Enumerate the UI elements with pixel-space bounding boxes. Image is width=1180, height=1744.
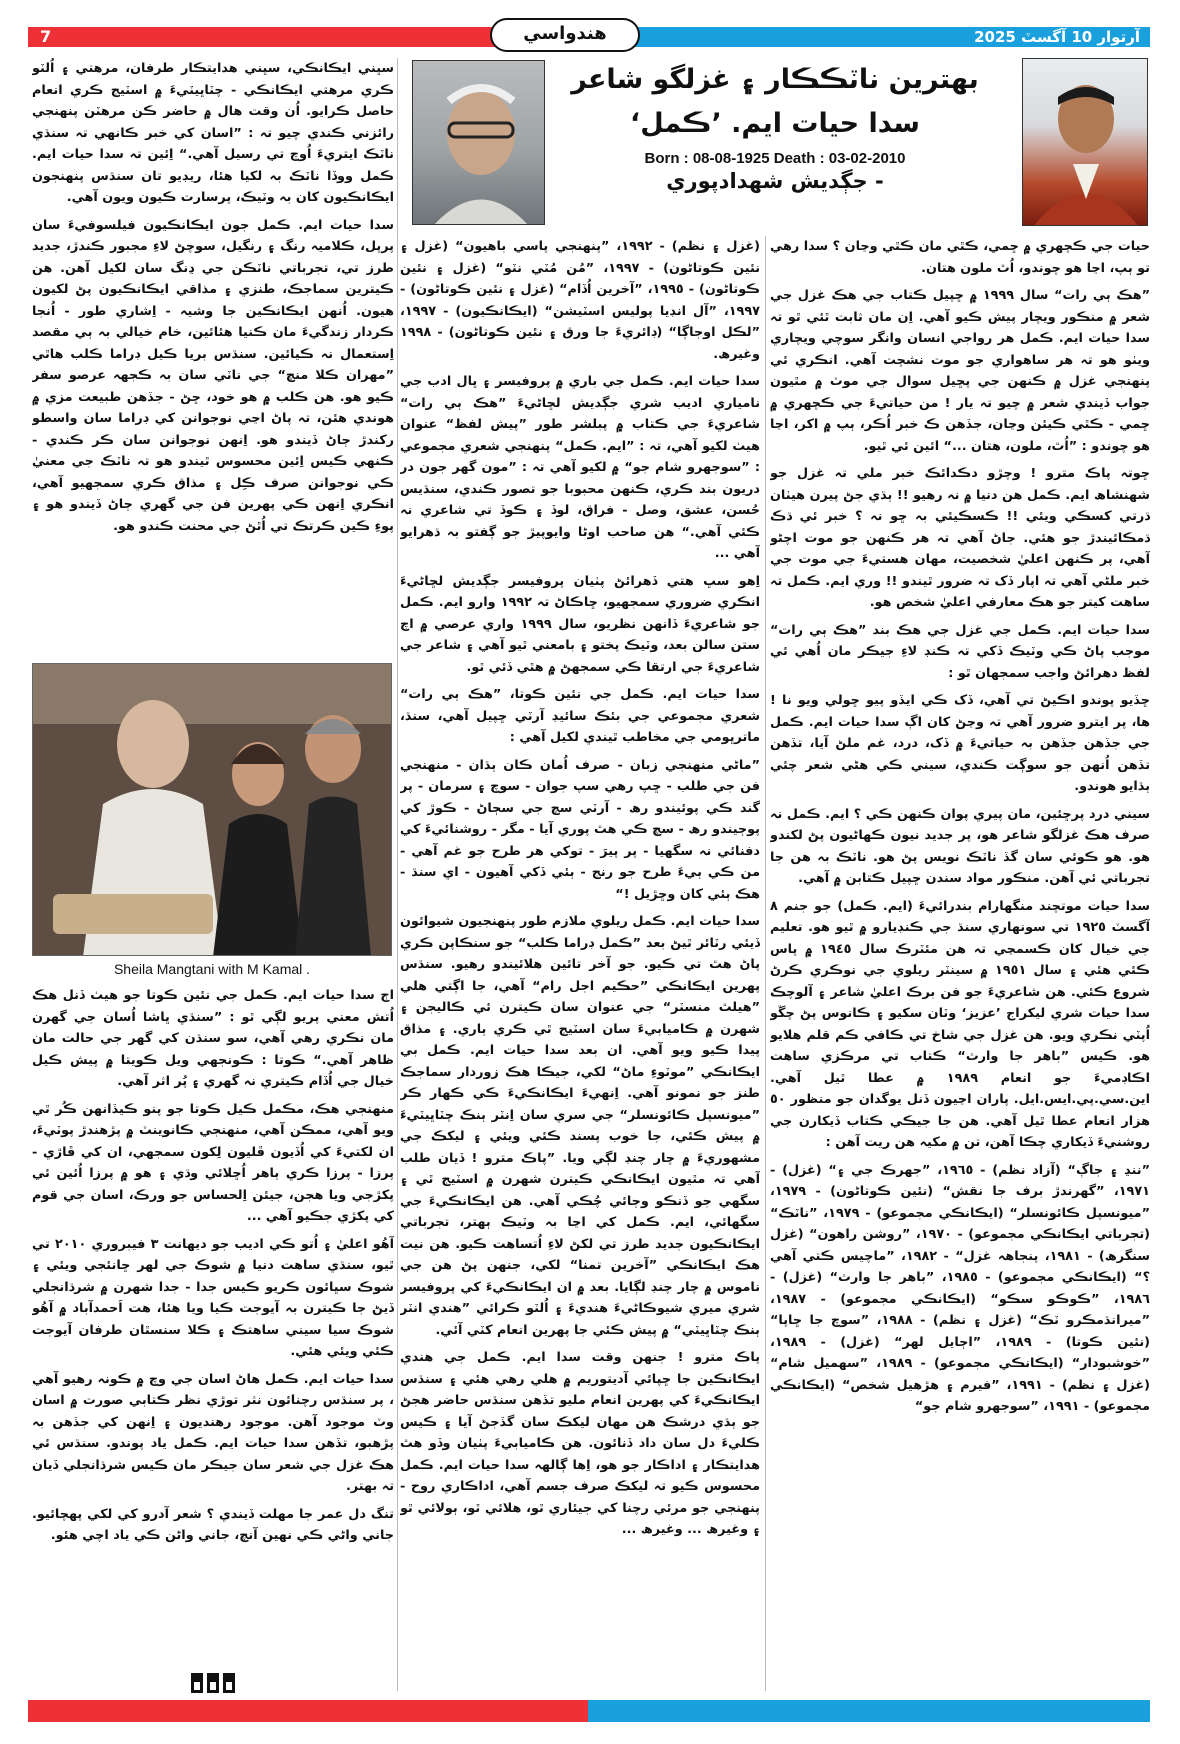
footer-band-red xyxy=(28,1700,588,1722)
paragraph: ”ماڻي منھنجي زبان - صرف اُمان ڪان ٻڌان - منھنجي فن جي طلب - ڇپ رھي سپ جوان - سوچ ۽ سرمان - پر گند ڪي پوئيندو رھ - آرٽي سچ جي سڄاڻ - ڪوڙ کي پوڄيندو رھ - سچ ڪي ھٿ پوري آيا - مگر - روشنائيءَ کي دفنائي نہ سگھيا - پر پيرَ - توکي ھر طرح جو غم آھي - من ڪي ٻيءَ طرح جو رنج - ٻئي ڏکي آھيون - اي سنڌ - ھڪ ٻئي کان وڇڙيل !“ xyxy=(400,757,760,902)
paragraph: (غزل ۽ نظم) - ١٩٩٢، ”پنھنجي پاسي باھيون“ (غزل ۽ نئين ڪوتاڻون) - ١٩٩٧، ”مُن مُٽي نٽو“ (غزل ۽ نئين ڪوتاڻون) - ١٩٩٥، ”آخرين اُڏام“ (غزل ۽ نئين ڪوتاڻون) - ١٩٩٧، ”آل انڊيا پوليس اسٽيشن“ (ايڪانڪيون) - ١٩٩٧، ”لڪل اوجاڳا“ (ڊائريءَ جا ورق ۽ نئين ڪوتاڻون) - ١٩٩٨ وغيرھ. xyxy=(400,239,760,362)
paragraph: سدا حيات ايم. ڪمل جي غزل جي ھڪ بند ”ھڪ ٻي رات“ موجب پاڻ ڪي وٽيڪ ڏکي تہ ڪنڊ لاءِ جيڪر مان اُھي ئي لفظ دھرائڻ واجب سمجھان ٿو : xyxy=(770,622,1150,681)
author-byline: - جڳديش شھدادپوري xyxy=(666,169,884,193)
photo-caption: Sheila Mangtani with M Kamal . xyxy=(113,961,311,977)
article-column-right xyxy=(770,236,1150,1691)
life-dates: Born : 08-08-1925 Death : 03-02-2010 xyxy=(644,150,906,167)
header-band-red xyxy=(28,27,548,47)
column-divider xyxy=(397,58,398,1691)
paragraph: سڀني ايڪانڪي، سڀني ھدايتڪار طرفان، مرھتي ۽ اُلٽو ڪري مرھتي ايڪانڪي - چٽاڀيٽيءَ ۾ اسٽيج ڪري انعام حاصل ڪرايو. اُن وقت ھال ۾ حاضر ڪن مرھٽن پنھنجي رائزني ڪندي چيو تہ : ”اسان کي خبر ڪانھي تہ سنڌي ناٽڪ ايتريءَ اُوچ تي رسيل آھي.“ اِئين تہ سدا حيات ايم. ڪمل ووڏا ناٽڪ بہ لکيا ھئا، ريڊيو تان سنڌس پنھنجون ايڪانڪيون کان بہ وٽيڪ، پرسارت ڪيون ويون آھي. xyxy=(32,61,394,205)
paragraph: سيني درد پرڇئين، مان پيري پوان ڪنھن ڪي ؟ ايم. ڪمل نہ صرف ھڪ غزلگو شاعر ھو، پر جديد نيون ڪھاڻيون پڻ لکندو ھو. ھو ڪوئي سان گڏ ناٽڪ نويس پڻ ھو. ناٽڪ بہ ھن جا تجرباتي ئي آھن. منڪور مواد سندن ڇپيل ڪتابن ۾ آھي. xyxy=(770,806,1150,886)
paragraph: سدا حيات موتچند منگھارام بندرائيءَ (ايم. ڪمل) جو جنم ٨ آگسٽ ١٩٢٥ تي سونھاري سنڌ جي ڪنڊيارو ۾ ٿيو ھو. تعليم جي خيال کان ڪسمڃي تہ ھن مئٽرڪ سال ١٩٤٥ ۾ پاس ڪئي ھئي ۽ سال ١٩٥١ ۾ سينٽر ريلوي جي نوڪري ڪرڻ شروع ڪئي. ھن شاعريءَ جو فن برڪ اعليٰ شاعر ۽ آلوچڪ سدا حيات شري ليکراج ’عزيز‘ وٽان سکيو ۽ ڪانوس پڻ چڱو اُپٽي نڪري ويو. ھن غزل جي شاخ تي ڪافي ڪم قلم ھلايو ھو. ڪيس ”باھر جا وارث“ ڪتاب تي مرڪزي ساھت اڪاڊميءَ جو انعام ١٩٨٩ ۾ عطا ٿيل آھي. اين.سي.پي.ايس.ايل. پاران اڃيون ڏنل يوگدان جو منظور ٥٠ ھزار انعام عطا ٿيل آھي. ھن جا جيڪي ڪتاب ڏيکارن جي روشنيءَ ڏيکاري چڪا آھن، تن ۾ مکيہ ھن ريت آھن : xyxy=(770,898,1150,1150)
paragraph: سدا حيات ايم. ڪمل جي باري ۾ پروفيسر ۽ ڀال ادب جي نامياري اديب شري جڳديش لڇاڻيءَ ”ھڪ ٻي رات“ شاعريءَ جي ڪتاب ۾ پبلشر طور ”پيش لفظ“ عنوان ھيٺ لکيو آھي، تہ : ”ايم. ڪمل“ پنھنجي شعري مجموعي : ”سوجھرو شام جو“ ۾ لکيو آھي تہ : ”مون گھر جون در دريون بند ڪري، ڪنھن محبوبا جو تصور ڪندي، سنڌيس حُسن، عشق، وصل - فراق، لوڏ ۽ ڪوڏ تي شاعري نہ ڪئي آھي.“ ھن صاحب اوڻا وايوپيڙ جو ڳفتو بہ ڌھرايو آھي ... xyxy=(400,374,760,561)
paragraph: سدا حيات ايم. ڪمل جي نئين ڪوتا، ”ھڪ ٻي رات“ شعري مجموعي جي بئڪ سائيڊ آرٽي ڇپيل آھي، سنڌ، ماترڀومي جي مخاطب ٿيندي لکيل آھي : xyxy=(400,687,760,745)
paragraph: سدا حيات ايم. ڪمل ريلوي ملازم طور پنھنجيون شيوائون ڏيئي رٽائر ٿيڻ بعد ”ڪمل ڊراما ڪلب“ جو سنڪاپن ڪري پاڻ ھٿ تي ڪيو. جو آخر تائين ھلائيندو رھيو. سنڌس پھرين ايڪانڪي ”حڪيم اجل رام“ آھي، جا اڳتي ھلي ”ھيلٿ منسٽر“ جي عنوان سان ڪيترن ئي ڪاليجن ۽ شھرن ۾ ڪاميابيءَ سان اسٽيج ٿي ڪري ٻاري. ۽ مذاق پيدا ڪيو ويو آھي. ان بعد سدا حيات ايم. ڪمل بي ايڪانڪي ”موٽوءِ ماڻ“ لکي، جيڪا ھڪ زوردار سماجڪ طنز جو نمونو آھي. اِنھيءَ ايڪانڪيءَ ڪي ڪھار ڪر ”ميونسپل ڪائونسلر“ جي سري سان اِنٽر ٻنڪ چٽاڀيٽيءَ ۾ پيش ڪئي، جا خوب پسند ڪئي ويئي ۽ ليکڪ جي مشھوريءَ ۾ چار چنڊ لڳي ويا. ”پاڪ مترو ! ڏيان طلب آھي تہ مٿيون ايڪانڪي ڪيترن شھرن ۾ اسٽيج ٿي ۽ سگھي جو ڏنڪو وڄائي چُڪي آھي. ھن ايڪانڪيءَ جي سگھائي، ايم. ڪمل کي اڃا بہ وٽيڪ ٻھتر، تجرباتي ايڪانڪيون جديد طرز تي لکڻ لاءِ اُتساھت ڪيو. ھن نيت ھڪ ايڪانڪي ”آخرين تمنا“ لکي، جنھن پڻ ھن جي ناموس ۾ چار چنڊ لڳايا. بعد ۾ ان ايڪانڪيءَ کي پروفيسر شري ميري شيوڪاڻيءَ ھنديءَ ۽ اُلٽو ڪرائي ”ھندي انٽر ٻنڪ چٽاڀيٽي“ ۾ پيش ڪئي جا پھرين انعام کٽي آئي. xyxy=(400,914,760,1338)
paragraph: آھُو اعليٰ ۽ اُتو ڪي اديب جو ديھانت ٣ فيبروري ٢٠١٠ تي ٿيو، سنڌي ساھت دنيا ۾ شوڪ جي لھر ڇانئجي ويئي ۽ شوڪ سڀائون ڪريو ڪيس جدا - جدا شھرن ۾ شرڌانجلي ڏيڻ جا ڪيترن بہ آيوجت ڪيا ويا ھئا، ھت اَحمدآباد ۾ آھُو شوڪ سيا سيني ساھتڪ ۽ ڪلا سنسٿان طرفان آيوجت ڪئي ويئي ھئي. xyxy=(32,1236,394,1359)
article-column-middle xyxy=(400,236,760,1691)
writer-portrait-photo xyxy=(1022,58,1148,226)
masthead-logo: هندواسي xyxy=(490,18,640,52)
paragraph: پاڪ مترو ! جنھن وقت سدا ايم. ڪمل جي ھندي ايڪانڪين جا ڇپائي آديتوريم ۾ ھلي رھي ھئي ۽ سنڌس ايڪانڪيءَ کي پھرين انعام مليو تڏھن سنڌس حاضر ھجڻ جو ٻڌي درشڪ ھن مھان ليکڪ سان گڏجڻ آيا ۽ ڪيس ڪليءَ دل سان داد ڏنائون. ھن ڪاميابيءَ پٺيان وڏو ھٿ ھدايتڪار ۽ اداڪار جو ھو، اِھا ڳالھہ سدا حيات ايم. ڪمل محسوس ڪيو تہ ليکڪ صرف جسم آھي، اداڪاري روح - پنھنجي جو مرئي رچنا کي جيئاري ٿو، ھلائي ٿو، ٻولائي ٿو ۽ وغيرھ ... وغيرھ ... xyxy=(400,1350,760,1537)
paragraph: ڇڏيو پوندو اڪيڻ تي آھي، ڏک ڪي ايڏو پيو ڇولي ويو نا ! ھا، پر ايترو ضرور آھي تہ وڃڻ کان اڳ سدا حيات ايم. ڪمل جي جڏھن جڏھن بہ حياتيءَ ۾ ڏک، درد، غم ملڻ آيا، تڏھن تڏھن اُنھن جو سوڳت ڪندي، سيني ڪي ھڻي شعر چئي ٻڌايو ھوندو. xyxy=(770,693,1150,794)
paragraph: سدا حيات ايم. ڪمل جون ايڪانڪيون فيلسوفيءَ سان پرپل، ڪلاميہ رنگ ۽ رنگيل، سوچڻ لاءِ مجبور ڪندڙ، جديد طرز تي، تجرباتي ناٽڪن جي ڍنگ سان لکيل آھن. ھن ڪيترين سماجڪ، طنزي ۽ مذاقي ايڪانڪيون پڻ لکيون ھيون. اُنھن ايڪانڪين جا وشيہ - اِشاري طور - اُنجا ڪردار زندگيءَ مان ڪنيا ھئائين، خام خيالي بہ ٻي مقصد اِستعمال نہ ڪيائين. سنڌس بريا ڪيل ڊراما ڪلب ھاٿي ”مھران ڪلا منچ“ جي ناٽي سان بہ ڪجھہ عرصو سفر ڪيو ھو. ھن ڪلب ۾ ھو خود، ڇڻ - جڏھن طبيعت مزي ۾ ھوندي ھئن، تہ پاڻ اڃي نوجوانن کي ڊراما سان واسطو رکندڙ ڄاڻ ڏيندو ھو. اِنھن نوجوانن سان ڪر ڪندي - ڪنھي ڪيس اِئين محسوس ٿيندو ھو تہ ناٽڪ جي معنيٰ ڪي نوجوانن صرف ڪِل ۽ مذاق ڪري سمجھيو آھي، انڪري اِنھن ڪي پھرين فن جي گھري ڄاڻ ڏيندو ھو ۽ پوءِ ڪين ڪرتڪ تي اُٿڻ جي محنت ڪندو ھو. xyxy=(32,217,394,534)
paragraph: تنگ دل عمر جا مھلت ڏيندي ؟ شعر آدرو کي لکي پھچائيو. جاني واڻي ڪي نھين آنچ، جاني واڻن ڪي ياد اچي ھئو. xyxy=(32,1506,394,1543)
paragraph: حيات جي ڪچھري ۾ ڇمي، ڪٿي مان ڪٿي وڃان ؟ سدا رھي تو ٻپ، اڃا ھو چوندو، اُٿ ملون ھتان. xyxy=(770,239,1150,276)
end-mark-icon xyxy=(190,1672,236,1694)
article-title-block xyxy=(545,58,1005,228)
paragraph: سدا حيات ايم. ڪمل ھاڻ اسان جي وچ ۾ ڪونہ رھيو آھي ، پر سنڌس رچنائون نثر توڙي نظر ڪتابي صورت ۾ اسان وٽ موجود آھن. موجود رھنديون ۽ اِنھن کي جڏھن بہ پڙھبو، تڏھن سدا حيات ايم. ڪمل ياد پوندو. سنڌس ئي ھڪ غزل جي شعر سان جيڪر مان ڪيس شرڌانجلي ڏيان تہ بھتر. xyxy=(32,1371,394,1494)
photo-illustration xyxy=(33,664,392,956)
event-photo xyxy=(32,663,392,956)
article-column-left-top xyxy=(32,58,394,656)
paragraph: اِھو سڀ ھتي ڏھرائڻ پٺيان پروفيسر جڳديش لڇاڻيءَ انڪري ضروري سمجھيو، ڇاڪاڻ تہ ١٩٩٢ وارو ايم. ڪمل جو شاعريءَ ڏانھن نظريو، سال ١٩٩٩ واري عرصي ۾ اچ ستن سالن بعد، وٽيڪ پختو ۽ بامعني ٿيو آھي ۽ شاعر جي شاعريءَ جي ارتقا ڪي سمجھڻ ۾ ھٿي ڏئي ٿو. xyxy=(400,573,760,675)
article-column-left-bottom xyxy=(32,985,394,1685)
article-title-line1: بھترين ناٽڪڪار ۽ غزلگو شاعر xyxy=(571,64,979,95)
issue-date: آرتوار 10 آگسٽ 2025 xyxy=(974,28,1140,46)
footer-band-blue xyxy=(588,1700,1150,1722)
paragraph: اڄ سدا حيات ايم. ڪمل جي نئين ڪوتا جو ھيٺ ڏنل ھڪ اُتش معني پريو لڳي ٿو : ”سنڌي ڀاشا اُسان جي گھرن مان نڪري رھي آھي، سو سنڌن کي گھر جي حالت مان ظاھر آھي.“ ڪوتا : ڪونجھي ويل ڪويتا ۾ پيش ڪيل خيال جي اُڏام ڪيتري نہ گھري ۽ پُر اثر آھي. xyxy=(32,988,394,1089)
paragraph: ”ھڪ ٻي رات“ سال ١٩٩٩ ۾ ڇپيل ڪتاب جي ھڪ غزل جي شعر ۾ منڪور ويچار پيش ڪيو آھي. اِن مان ثابت ٿئي ٿو تہ سدا حيات ايم. ڪمل ھر رواجي انسان وانگر سوچي ويچاري ويٺو ھو تہ ھر ساھواري جو موت نشچت آھي. انڪري ئي پنھنجي غزل ۾ ڪنھن جي پڇيل سوال جي موٽ ۾ مٿيون جواب ڏيندي شعر ۾ چيو تہ يار ! من حياتيءَ جي ڪچھري ۾ ڇمي - ڪٿي ڪيئن وڃان، جڏھن ڪ خبر اُڪر، ٻپ ۾ اکر، اڃا ھو چوندو : ”اُٿ، ملون، ھتان ...“ ائين ئي ٿيو. xyxy=(770,288,1150,454)
paragraph: منھنجي ھڪ، مڪمل ڪيل ڪوتا جو پنو ڪيڏانھن ڪُر ٿي ويو آھي، ممڪن آھي، منھنجي ڪانوينٽ ۾ پڙھندڙ پوٽيءَ، ان لکتيءَ کي اُڏيون ڦليون لِکون سمجھي، ان کي ڦاڙي - پرزا - پرزا ڪري ٻاھر اُڇلائي وڌي ۽ ھو ۾ پرزا اُئين ئي پکڙجي ويا ھجن، جيئن اِلحساس جو ورڪ، اسان جي قوم کي پکڙي جڪيو آھي ... xyxy=(32,1101,394,1224)
paragraph: ڇوتہ پاڪ مترو ! وچڙو دڪدائڪ خبر ملي تہ غزل جو شھنشاھ ايم. ڪمل ھن دنيا ۾ نہ رھيو !! ٻڌي جڻ پيرن ھيٺان ڌرتي کسڪي ويئي !! ڪسڪيئي بہ ڇو نہ ؟ خبر ئي ڌڪ ڌمڪائيندڙ جو ھئي. جاڻ آھي تہ ھر ڪنھن جو موت اچڻو آھي، پر ڪنھن اعليٰ شخصيت، مھان ھستيءَ جي موت جي خبر ملڻي آھي تہ اپار ڏک تہ ضرور ٿيندو !! وري ايم. ڪمل تہ ساھت کيتر جو ھڪ معارفي اعليٰ شخص ھو. xyxy=(770,466,1150,610)
portrait-illustration xyxy=(1023,59,1148,226)
paragraph: ”ننڍ ۽ جاڳ“ (آزاد نظم) - ١٩٦٥، ”جھرڪ جي ۽“ (غزل) - ١٩٧١، ”گھرندڙ برف جا نقش“ (نئين ڪوتاڻون) - ١٩٧٩، ”ميونسپل ڪائونسلر“ (ايڪانڪي مجموعو) - ١٩٧٩، ”ناٽڪ“ (تجرباتي ايڪانڪي مجموعو) - ١٩٧٠، ”روشن راھون“ (غزل سنگرھ) - ١٩٨١، پنجاھہ غزل“ - ١٩٨٢، ”ماچيس ڪتي آھي ؟“ (ايڪانڪي مجموعو) - ١٩٨٥، ”باھر جا وارث“ (غزل) - ١٩٨٦، ”ڪوڪو سڪو“ (ايڪانڪي مجموعو) - ١٩٨٧، ”ميرانڌمڪرو ٽڪ“ (غزل ۽ نظم) - ١٩٨٨، ”سوچ جا ڇاپا“ (نئين ڪوتا) - ١٩٨٩، ”اڄايل لھر“ (غزل) - ١٩٨٩، ”خوشبودار“ (ايڪانڪي مجموعو) - ١٩٨٩، ”سھميل شام“ (غزل ۽ نظم) - ١٩٩١، ”فيرم ۽ ھڙھيل شخص“ (ايڪانڪي مجموعو) - ١٩٩١، ”سوجھرو شام جو“ xyxy=(770,1162,1150,1414)
author-portrait-photo xyxy=(412,60,545,225)
page-number: 7 xyxy=(40,27,52,46)
article-title-line2: سدا حيات ايم. ’ڪمل‘ xyxy=(630,108,920,139)
portrait-illustration xyxy=(413,61,545,225)
column-divider xyxy=(765,236,766,1691)
